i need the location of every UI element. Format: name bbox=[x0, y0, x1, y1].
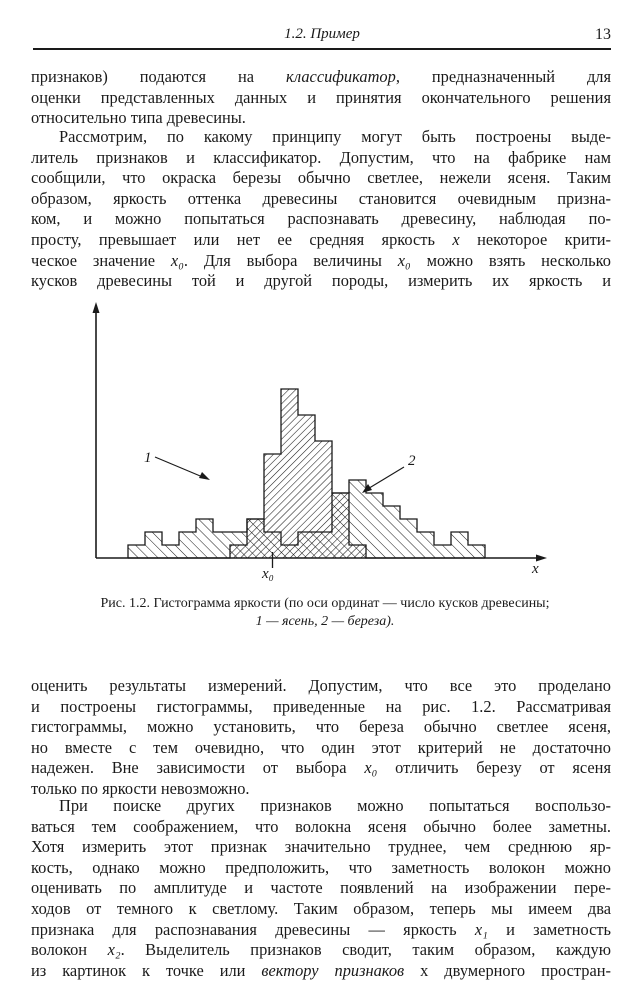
birch-bar bbox=[145, 532, 162, 558]
birch-bar bbox=[162, 545, 179, 558]
birch-bar bbox=[468, 545, 485, 558]
text-line: образом, яркость оттенка древесины становится очевидным призна- bbox=[31, 188, 611, 208]
text-line: кусков древесины той и другой породы, измерить их яркость и bbox=[31, 271, 611, 291]
birch-bar bbox=[366, 493, 383, 558]
text-line: сообщили, что окраска березы обычно светлее, нежели ясеня. Таким bbox=[31, 168, 611, 188]
page-number: 13 bbox=[595, 26, 611, 43]
ash-bar bbox=[349, 545, 366, 558]
ash-bar bbox=[247, 519, 264, 558]
paragraph-4 bbox=[31, 796, 611, 981]
ash-bar bbox=[281, 389, 298, 558]
birch-bar bbox=[128, 545, 145, 558]
text-line: литель признаков и классификатор. Допустим, что на фабрике нам bbox=[31, 147, 611, 167]
text-line: кость, однако можно предположить, что заметность волокон можно bbox=[31, 857, 611, 877]
figure-caption bbox=[40, 595, 610, 631]
ash-bar bbox=[264, 454, 281, 558]
caption-line-2: 1 — ясень, 2 — береза). bbox=[255, 614, 395, 629]
birch-bar bbox=[451, 532, 468, 558]
paragraph-2 bbox=[31, 127, 611, 292]
x0-label: x₀ bbox=[262, 566, 274, 582]
text-line: ком, и можно попытаться распознавать древесину, наблюдая по- bbox=[31, 209, 611, 229]
text-line: ческое значение x₀. Для выбора величины x₀ можно взять несколько bbox=[31, 250, 611, 270]
text-line: из картинок к точке или вектору признаков x двумерного простран- bbox=[31, 960, 611, 980]
text-line: оценить результаты измерений. Допустим, что все это проделано bbox=[31, 676, 611, 695]
ash-bar bbox=[315, 441, 332, 558]
callout-line-2 bbox=[366, 467, 404, 490]
label-2: 2 bbox=[408, 453, 416, 469]
ash-bar bbox=[230, 545, 247, 558]
birch-bar bbox=[179, 532, 196, 558]
text-line: только по яркости невозможно. bbox=[31, 778, 250, 798]
text-line: При поиске других признаков можно попытаться воспользо- bbox=[59, 796, 611, 815]
y-axis-arrow bbox=[93, 302, 100, 313]
histogram-figure bbox=[88, 300, 548, 600]
paragraph-1 bbox=[31, 67, 611, 129]
label-1: 1 bbox=[144, 450, 152, 466]
birch-bar bbox=[383, 506, 400, 558]
text-line: волокон x₂. Выделитель признаков сводит, таким образом, каждую bbox=[31, 940, 611, 960]
text-line: надежен. Вне зависимости от выбора x₀ отличить березу от ясеня bbox=[31, 758, 611, 778]
text-line: Рассмотрим, по какому принципу могут быть построены выде- bbox=[59, 127, 611, 146]
birch-bar bbox=[434, 545, 451, 558]
callout-line-1 bbox=[155, 457, 205, 478]
text-line: и построены гистограммы, приведенные на рис. 1.2. Рассматривая bbox=[31, 696, 611, 716]
text-line: признаков) подаются на классификатор, предназначенный для bbox=[31, 67, 611, 86]
birch-bar bbox=[417, 532, 434, 558]
callout-arrow-1 bbox=[199, 472, 210, 480]
ash-bar bbox=[298, 415, 315, 558]
text-line: оценки представленных данных и принятия окончательного решения bbox=[31, 87, 611, 107]
text-line: признака для распознавания древесины — яркость x₁ и заметность bbox=[31, 919, 611, 939]
text-line: оценивать по амплитуде и частоте появлений на изображении пере- bbox=[31, 878, 611, 898]
paragraph-3 bbox=[31, 676, 611, 800]
caption-line-1: Рис. 1.2. Гистограмма яркости (по оси ординат — число кусков древесины; bbox=[100, 596, 550, 611]
running-head: 1.2. Пример bbox=[284, 26, 360, 42]
text-line: но вместе с тем очевидно, что один этот критерий не достаточно bbox=[31, 737, 611, 757]
text-line: просту, превышает или нет ее средняя яркость x некоторое крити- bbox=[31, 229, 611, 249]
header-rule bbox=[33, 48, 611, 50]
x-axis-label: x bbox=[532, 561, 539, 577]
page-header bbox=[33, 26, 611, 46]
text-line: гистограммы, можно установить, что береза обычно светлее ясеня, bbox=[31, 717, 611, 737]
text-line: ваться тем соображением, что волокна ясеня обычно более заметны. bbox=[31, 816, 611, 836]
birch-bar bbox=[213, 532, 230, 558]
text-line: Хотя измерить этот признак значительно труднее, чем среднюю яр- bbox=[31, 837, 611, 857]
birch-bar bbox=[400, 519, 417, 558]
text-line: ходов от темного к светлому. Таким образом, теперь мы имеем два bbox=[31, 898, 611, 918]
ash-bar bbox=[332, 493, 349, 558]
histogram-chart bbox=[88, 300, 548, 600]
text-line: относительно типа древесины. bbox=[31, 108, 246, 128]
birch-bar bbox=[196, 519, 213, 558]
